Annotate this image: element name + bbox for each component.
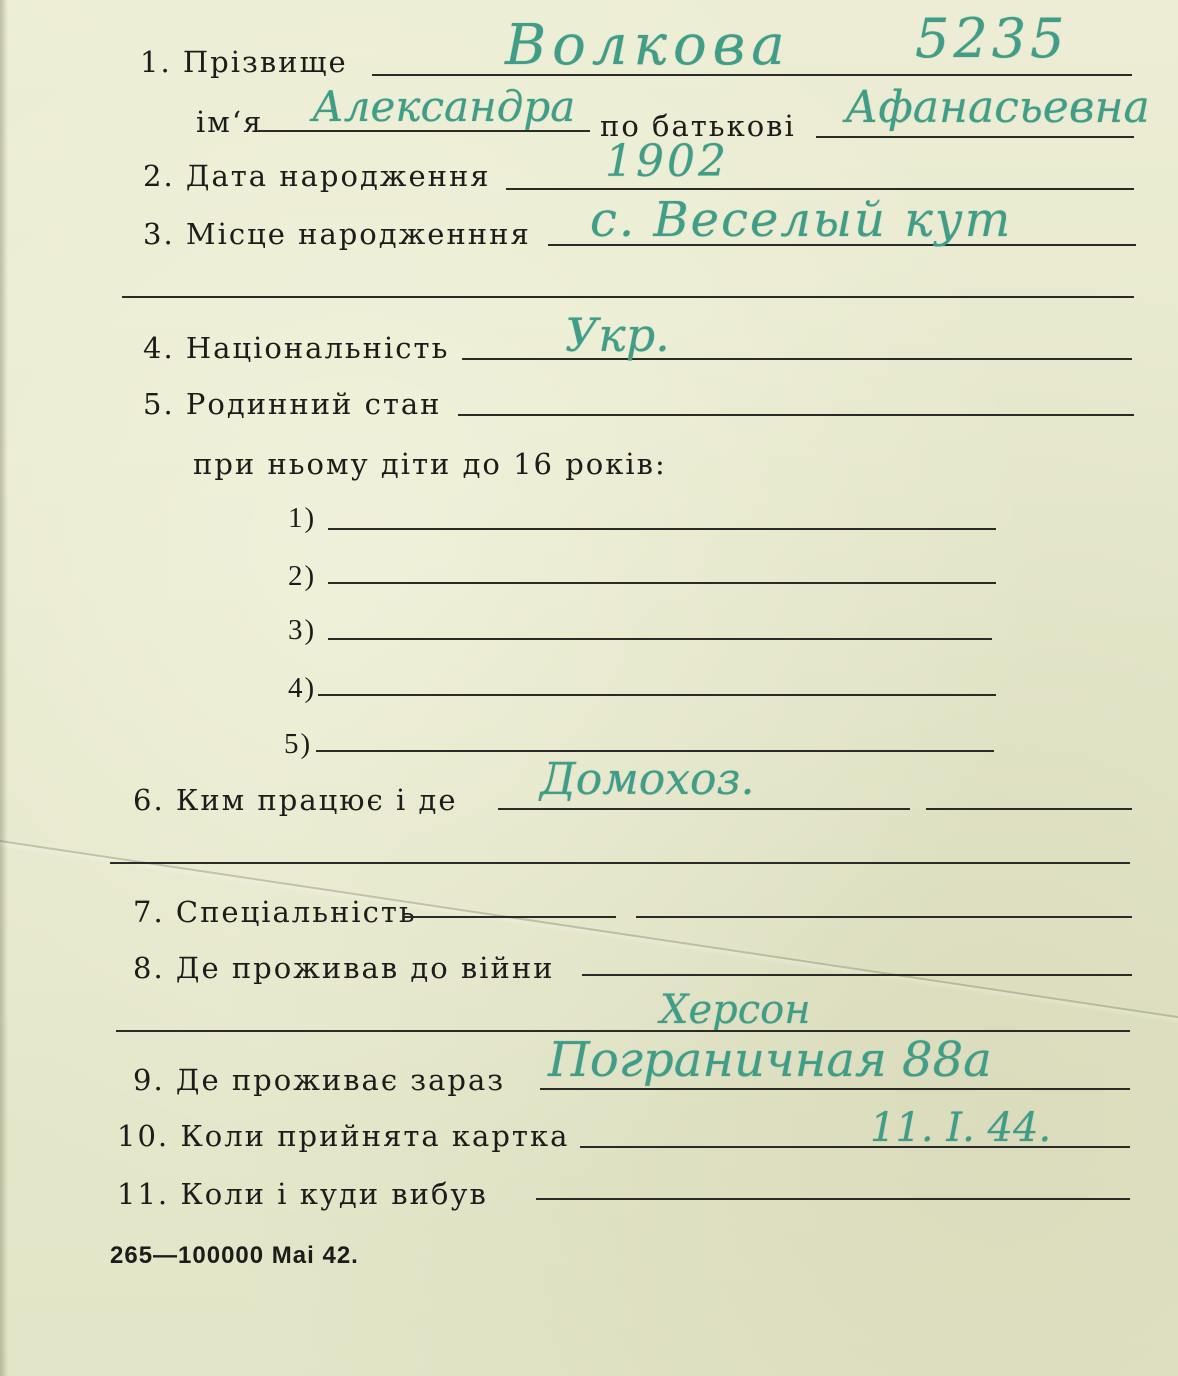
birth-place-value: с. Веселый кут <box>590 192 1013 248</box>
name-value: Александра <box>312 82 576 131</box>
child-3-label: 3) <box>288 614 317 646</box>
birth-date-value: 1902 <box>605 136 729 187</box>
occupation-label: 6. Ким працює і де <box>133 783 458 817</box>
birth-place-label: 3. Місце народженння <box>143 217 531 251</box>
patronymic-line <box>816 136 1134 138</box>
surname-value: Волкова <box>505 13 791 78</box>
name-label: ім‘я <box>196 105 264 139</box>
print-code: 265—100000 Mai 42. <box>110 1242 359 1269</box>
card-accepted-label: 10. Коли прийнята картка <box>117 1119 570 1153</box>
child-1-label: 1) <box>288 502 317 534</box>
card-accepted-value: 11. I. 44. <box>870 1105 1052 1151</box>
specialty-line-a <box>404 916 616 918</box>
children-label: при ньому діти до 16 років: <box>193 447 667 481</box>
child-5-line <box>316 750 994 752</box>
occupation-line-b <box>926 808 1132 810</box>
paper-edge-left <box>0 0 8 1376</box>
prewar-residence-value: Херсон <box>660 987 811 1033</box>
marital-status-label: 5. Родинний стан <box>143 387 442 421</box>
occupation-line-2 <box>110 862 1130 864</box>
nationality-line <box>462 358 1132 360</box>
child-5-label: 5) <box>284 728 313 760</box>
specialty-line-b <box>636 916 1132 918</box>
prewar-residence-line <box>582 974 1132 976</box>
birth-date-line <box>506 188 1134 190</box>
specialty-label: 7. Спеціальність <box>133 895 417 929</box>
marital-status-line <box>458 414 1134 416</box>
paper-fold-crease <box>0 840 1178 1034</box>
child-4-line <box>318 694 996 696</box>
current-residence-value: Пограничная 88а <box>548 1032 992 1088</box>
child-1-line <box>328 528 996 530</box>
card-number: 5235 <box>915 7 1069 70</box>
child-4-label: 4) <box>288 672 317 704</box>
current-residence-label: 9. Де проживає зараз <box>133 1063 506 1097</box>
occupation-value: Домохоз. <box>540 754 755 805</box>
nationality-label: 4. Національність <box>143 331 450 365</box>
nationality-value: Укр. <box>565 308 670 362</box>
current-residence-line <box>540 1088 1130 1090</box>
departure-line <box>536 1198 1130 1200</box>
surname-label: 1. Прізвище <box>140 45 348 79</box>
child-2-label: 2) <box>288 560 317 592</box>
patronymic-value: Афанасьевна <box>845 82 1150 133</box>
child-3-line <box>328 638 992 640</box>
patronymic-label: по батькові <box>600 109 796 143</box>
occupation-line-a <box>498 808 910 810</box>
departure-label: 11. Коли і куди вибув <box>117 1177 488 1211</box>
birth-date-label: 2. Дата народження <box>143 159 491 193</box>
child-2-line <box>328 582 996 584</box>
birth-place-line-2 <box>122 296 1134 298</box>
prewar-residence-label: 8. Де проживав до війни <box>133 951 555 985</box>
